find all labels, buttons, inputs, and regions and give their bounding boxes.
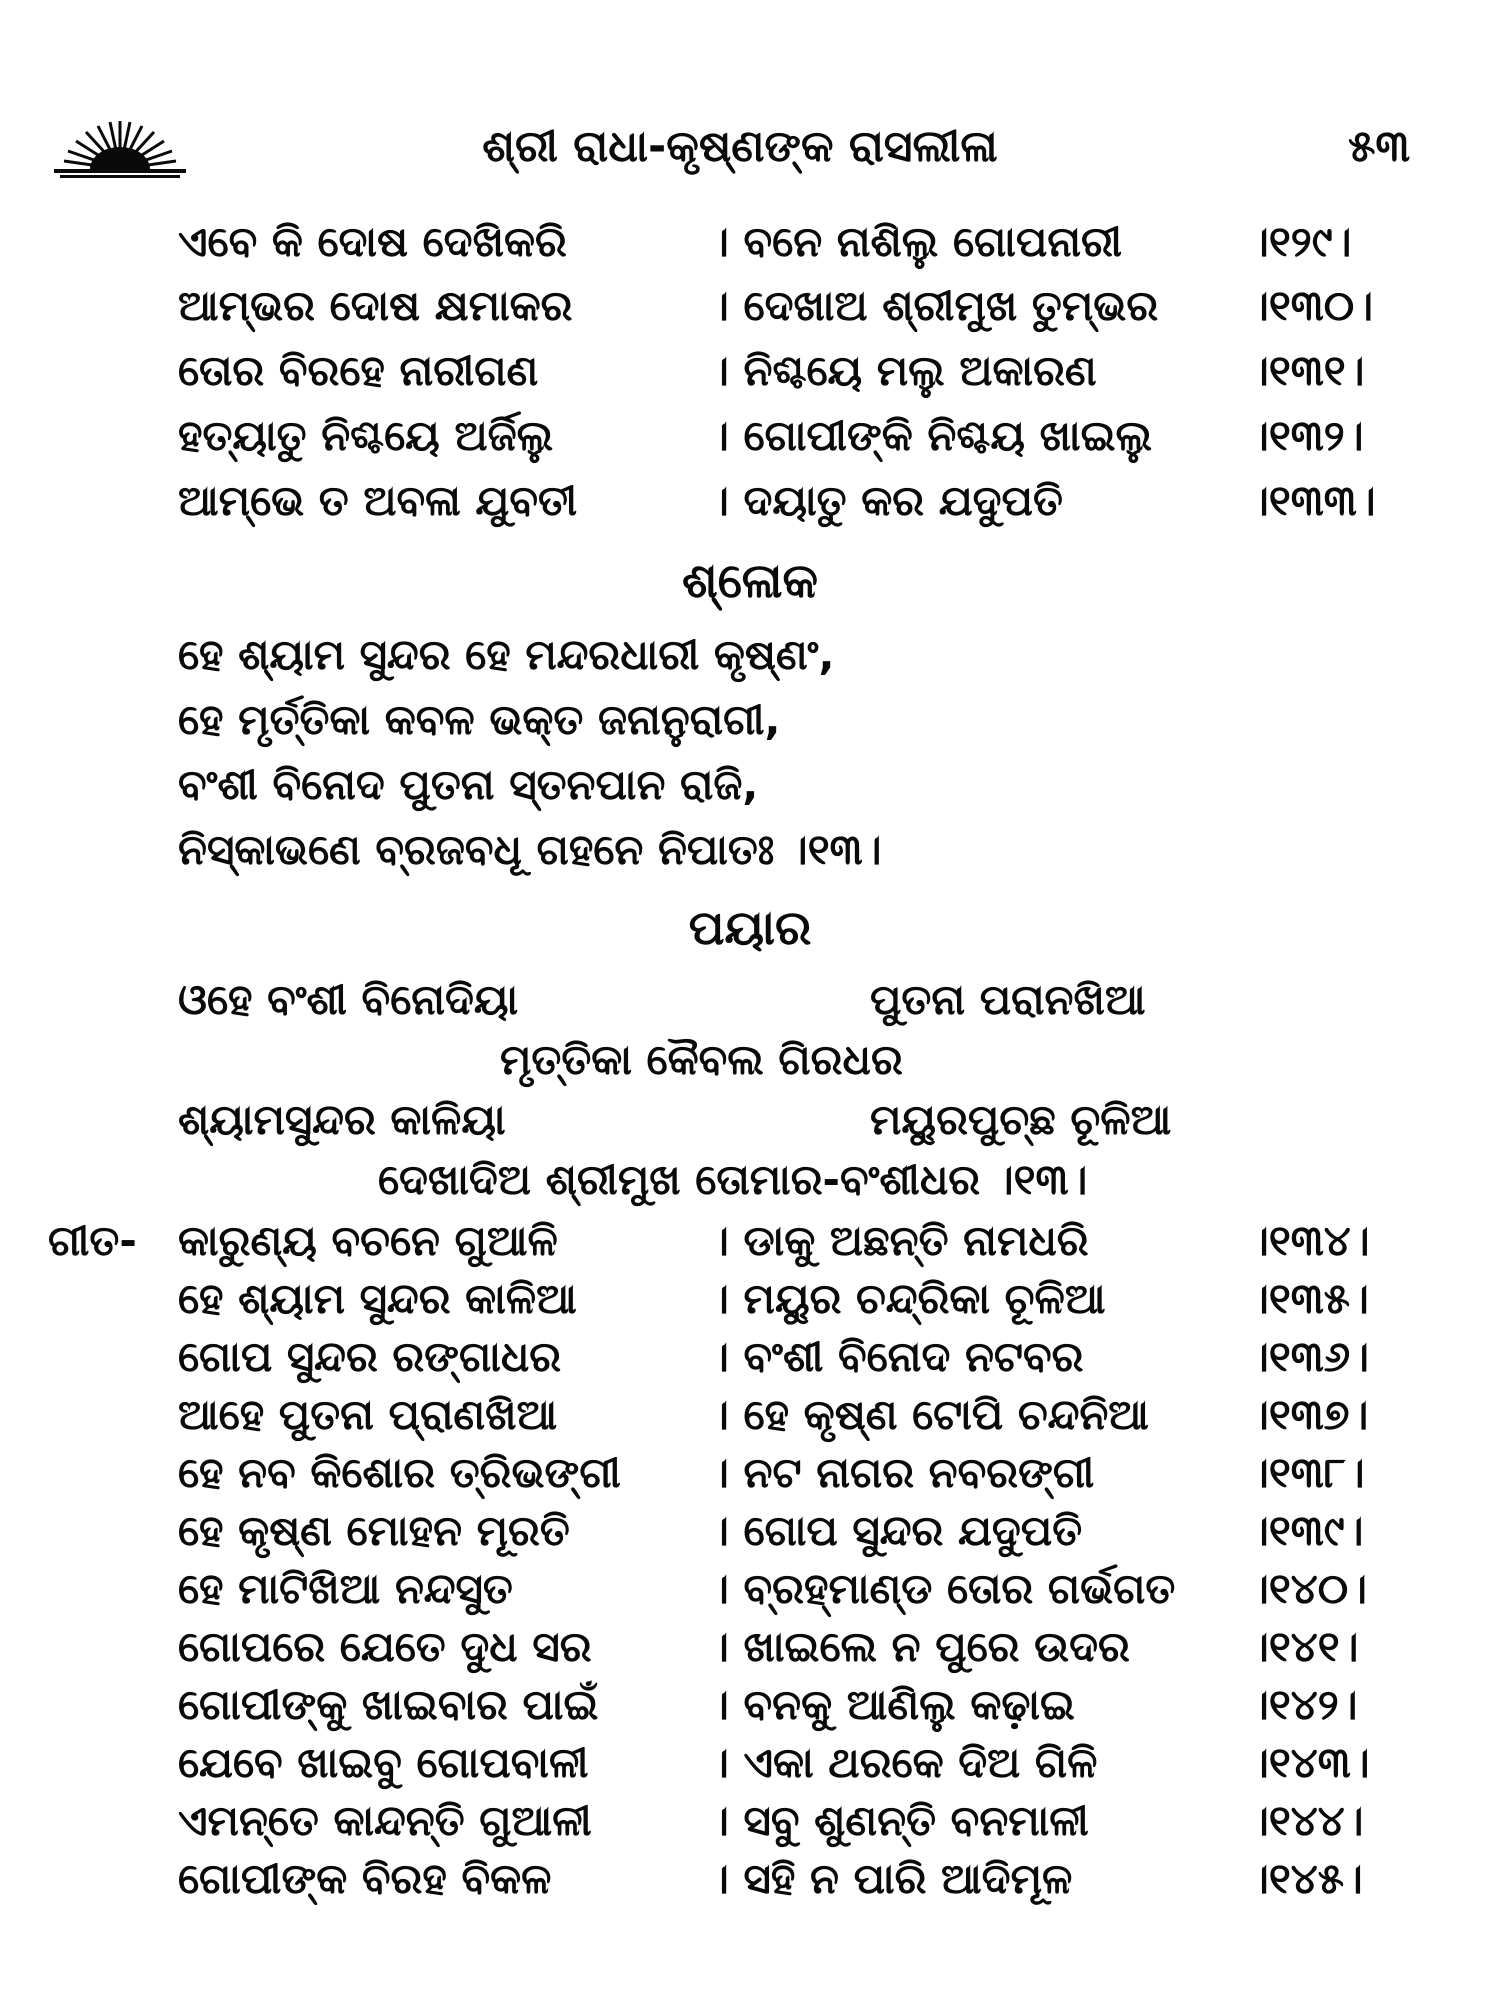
payar-line-center: ମୃତ୍ତିକା କୈବଲ ଗିରଧର <box>500 1035 903 1084</box>
verse-second-half: । ମୟୁର ଚନ୍ଦ୍ରିକା ଚୂଳିଆ <box>710 1274 1106 1323</box>
verse-second-half: । ସବୁ ଶୁଣନ୍ତି ବନମାଳୀ <box>710 1796 1089 1845</box>
verse-number: ।୧୩୩। <box>1250 476 1376 525</box>
page-number: ୫୩ <box>1347 121 1410 172</box>
verse-number: ।୧୩୬। <box>1250 1332 1370 1381</box>
verse-number: ।୧୪୦। <box>1250 1564 1368 1613</box>
verse-row <box>0 1444 1500 1502</box>
verse-row <box>0 472 1500 530</box>
verse-second-half: । ବନକୁ ଆଣିଲୁ କଢ଼ାଇ <box>710 1680 1075 1729</box>
geeta-prefix: ଗୀତ- <box>48 1216 137 1265</box>
sloka-line: ବଂଶୀ ବିନୋଦ ପୁତନା ସ୍ତନପାନ ରାଜି, <box>178 760 759 809</box>
verse-number: ।୧୪୫। <box>1250 1854 1363 1903</box>
verse-second-half: । ଏକା ଥରକେ ଦିଅ ଗିଳି <box>710 1738 1098 1787</box>
sloka-line: ହେ ମୃର୍ତ୍ତିକା କବଳ ଭକ୍ତ ଜନାନୁରାଗୀ, <box>178 695 781 744</box>
verse-second-half: । ଗୋପୀଙ୍କି ନିଶ୍ଚୟ ଖାଇଲୁ <box>710 411 1153 460</box>
sloka-line: ନିସ୍କାଭଣେ ବ୍ରଜବଧୂ ଗହନେ ନିପାତଃ ।୧୩। <box>178 825 882 874</box>
verse-second-half: । ଦୟାତୁ କର ଯଦୁପତି <box>710 476 1063 525</box>
verse-first-half: ଆହେ ପୁତନା ପ୍ରାଣଖିଆ <box>178 1390 558 1439</box>
verse-row <box>0 407 1500 465</box>
verse-first-half: ଗୋପୀଙ୍କ ବିରହ ବିକଳ <box>178 1854 552 1903</box>
running-title: ଶ୍ରୀ ରାଧା-କୃଷ୍ଣଙ୍କ ରାସଲୀଳା <box>482 121 998 172</box>
verse-number: ।୧୩୧। <box>1250 346 1365 395</box>
verse-number: ।୧୪୧। <box>1250 1622 1359 1671</box>
verse-first-half: ହେ ଶ୍ୟାମ ସୁନ୍ଦର କାଳିଆ <box>178 1274 577 1323</box>
verse-number: ।୧୩୦। <box>1250 281 1374 330</box>
verse-row <box>0 1734 1500 1792</box>
payar-line-right: ମୟୁରପୁଚ୍ଛ ଚୂଳିଆ <box>870 1095 1172 1144</box>
verse-row <box>0 342 1500 400</box>
payar-line-left: ଓହେ ବଂଶୀ ବିନୋଦିୟା <box>178 975 519 1024</box>
verse-first-half: ଯେବେ ଖାଇବୁ ଗୋପବାଳୀ <box>178 1738 589 1787</box>
verse-first-half: ଗୋପ ସୁନ୍ଦର ରଙ୍ଗାଧର <box>178 1332 562 1381</box>
verse-first-half: ଏବେ କି ଦୋଷ ଦେଖିକରି <box>178 217 567 266</box>
verse-second-half: । ଗୋପ ସୁନ୍ଦର ଯଦୁପତି <box>710 1506 1083 1555</box>
verse-row <box>0 1386 1500 1444</box>
verse-first-half: ହେ ନବ କିଶୋର ତ୍ରିଭଙ୍ଗୀ <box>178 1448 621 1497</box>
verse-number: ।୧୪୪। <box>1250 1796 1364 1845</box>
verse-second-half: । ଡାକୁ ଅଛନ୍ତି ନାମଧରି <box>710 1216 1089 1265</box>
payar-line-center: ଦେଖାଦିଅ ଶ୍ରୀମୁଖ ତୋମାର-ବଂଶୀଧର ।୧୩। <box>378 1155 1088 1204</box>
payar-heading: ପୟାର <box>688 900 812 956</box>
verse-number: ।୧୩୯। <box>1250 1506 1364 1555</box>
verse-row <box>0 1560 1500 1618</box>
verse-second-half: । ବ୍ରହ୍ମାଣ୍ଡ ତୋର ଗର୍ଭଗତ <box>710 1564 1176 1613</box>
verse-second-half: । ଦେଖାଅ ଶ୍ରୀମୁଖ ତୁମ୍ଭର <box>710 281 1159 330</box>
verse-number: ।୧୨୯। <box>1250 217 1352 266</box>
verse-number: ।୧୩୨। <box>1250 411 1364 460</box>
verse-second-half: । ସହି ନ ପାରି ଆଦିମୂଳ <box>710 1854 1073 1903</box>
verse-number: ।୧୩୮। <box>1250 1448 1365 1497</box>
verse-row <box>0 1792 1500 1850</box>
sloka-line: ହେ ଶ୍ୟାମ ସୁନ୍ଦର ହେ ମନ୍ଦରଧାରୀ କୃଷ୍ଣଂ, <box>178 630 835 679</box>
verse-row <box>0 213 1500 271</box>
verse-first-half: କାରୁଣ୍ୟ ବଚନେ ଗୁଆଳି <box>178 1216 558 1265</box>
verse-first-half: ହେ ମାଟିଖିଆ ନନ୍ଦସୁତ <box>178 1564 513 1613</box>
verse-number: ।୧୩୫। <box>1250 1274 1369 1323</box>
verse-number: ।୧୩୪। <box>1250 1216 1370 1265</box>
verse-row <box>0 1676 1500 1734</box>
verse-row <box>0 1270 1500 1328</box>
verse-first-half: ଆମ୍ଭର ଦୋଷ କ୍ଷମାକର <box>178 281 573 330</box>
verse-row <box>0 277 1500 335</box>
verse-second-half: । ନିଶ୍ଚୟେ ମଲୁ ଅକାରଣ <box>710 346 1097 395</box>
verse-row <box>0 1618 1500 1676</box>
verse-second-half: । ବଂଶୀ ବିନୋଦ ନଟବର <box>710 1332 1084 1381</box>
verse-first-half: ଏମନ୍ତେ କାନ୍ଦନ୍ତି ଗୁଆଳୀ <box>178 1796 592 1845</box>
verse-first-half: ହତ୍ୟାତୁ ନିଶ୍ଚୟେ ଅର୍ଜିଲୁ <box>178 411 554 460</box>
verse-number: ।୧୪୩। <box>1250 1738 1370 1787</box>
verse-row <box>0 1850 1500 1908</box>
sunburst-ornament-icon <box>50 117 190 179</box>
verse-row <box>0 1212 1500 1270</box>
verse-second-half: । ନଟ ନାଗର ନବରଙ୍ଗୀ <box>710 1448 1095 1497</box>
verse-number: ।୧୩୭। <box>1250 1390 1369 1439</box>
verse-number: ।୧୪୨। <box>1250 1680 1358 1729</box>
page-header <box>0 115 1500 195</box>
verse-row <box>0 1328 1500 1386</box>
verse-first-half: ଗୋପରେ ଯେତେ ଦୁଧ ସର <box>178 1622 592 1671</box>
verse-first-half: ଆମ୍ଭେ ତ ଅବଳା ଯୁବତୀ <box>178 476 578 525</box>
verse-first-half: ଗୋପୀଙ୍କୁ ଖାଇବାର ପାଇଁ <box>178 1680 599 1729</box>
verse-row <box>0 1502 1500 1560</box>
verse-second-half: । ହେ କୃଷ୍ଣ ଟୋପି ଚନ୍ଦନିଆ <box>710 1390 1149 1439</box>
sloka-heading: ଶ୍ଳୋକ <box>682 553 818 609</box>
payar-line-right: ପୁତନା ପରାନଖିଆ <box>870 975 1146 1024</box>
verse-second-half: । ଖାଇଲେ ନ ପୁରେ ଉଦର <box>710 1622 1130 1671</box>
verse-first-half: ତୋର ବିରହେ ନାରୀଗଣ <box>178 346 539 395</box>
verse-second-half: । ବନେ ନାଶିଲୁ ଗୋପନାରୀ <box>710 217 1122 266</box>
verse-first-half: ହେ କୃଷ୍ଣ ମୋହନ ମୂରତି <box>178 1506 570 1555</box>
payar-line-left: ଶ୍ୟାମସୁନ୍ଦର କାଳିୟା <box>178 1095 506 1144</box>
